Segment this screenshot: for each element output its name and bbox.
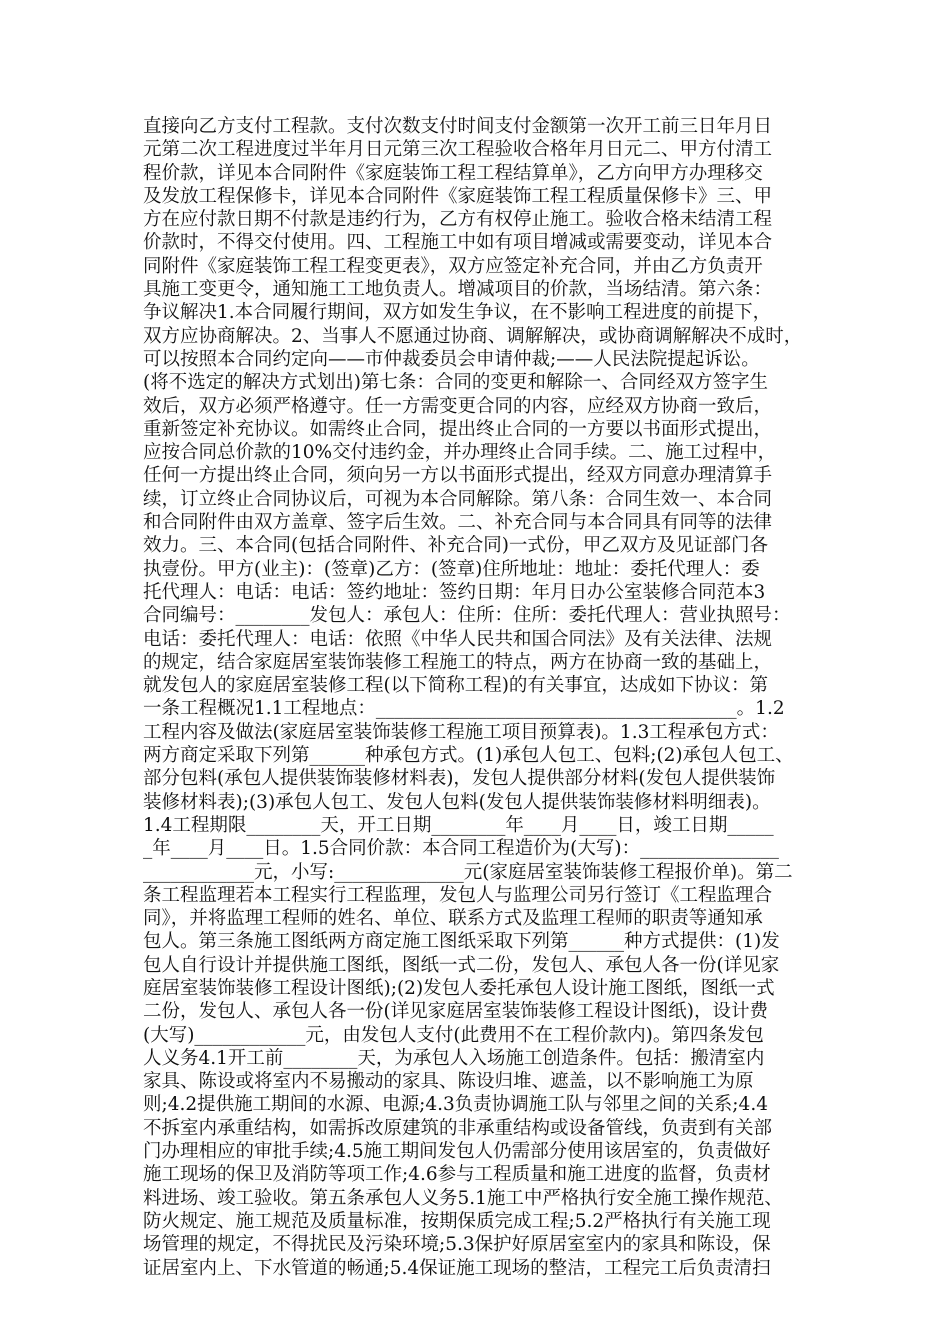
text-line: 装修材料表);(3)承包人包工、发包人包料(发包人提供装饰装修材料明细表)。 bbox=[143, 791, 771, 813]
text-line: 不拆室内承重结构，如需拆改原建筑的非承重结构或设备管线，负责到有关部 bbox=[143, 1117, 773, 1139]
text-line: 人义务4.1开工前________天，为承包人入场施工创造条件。包括：搬清室内 bbox=[143, 1047, 765, 1069]
text-line: 门办理相应的审批手续;4.5施工期间发包人仍需部分使用该居室的，负责做好 bbox=[143, 1141, 771, 1163]
text-line: 可以按照本合同约定向——市仲裁委员会申请仲裁;——人民法院提起诉讼。 bbox=[143, 348, 760, 370]
text-line: 应按合同总价款的10%交付违约金，并办理终止合同手续。二、施工过程中， bbox=[143, 442, 777, 464]
text-line: 1.4工程期限________天，开工日期________年____月____日，竣工日期_____ bbox=[143, 814, 774, 836]
contract-text-block bbox=[143, 115, 811, 1280]
text-line: 和合同附件由双方盖章、签字后生效。二、补充合同与本合同具有同等的法律 bbox=[143, 512, 773, 534]
text-line: 施工现场的保卫及消防等项工作;4.6参与工程质量和施工进度的监督，负责材 bbox=[143, 1164, 771, 1186]
text-line: 争议解决1.本合同履行期间，双方如发生争议，在不影响工程进度的前提下， bbox=[143, 302, 772, 324]
text-line: 二份，发包人、承包人各一份(详见家庭居室装饰装修工程设计图纸)，设计费 bbox=[143, 1001, 768, 1023]
text-line: 效后，双方必须严格遵守。任一方需变更合同的内容，应经双方协商一致后， bbox=[143, 395, 773, 417]
text-line: 部分包料(承包人提供装饰装修材料表)，发包人提供部分材料(发包人提供装饰 bbox=[143, 768, 776, 790]
text-line: 价款时，不得交付使用。四、工程施工中如有项目增减或需要变动，详见本合 bbox=[143, 232, 773, 254]
text-line: 工程内容及做法(家庭居室装饰装修工程施工项目预算表)。1.3工程承包方式： bbox=[143, 721, 779, 743]
text-line: 一条工程概况1.1工程地点：_______________________________________。1.2 bbox=[143, 698, 785, 720]
text-line: 家具、陈设或将室内不易搬动的家具、陈设归堆、遮盖，以不影响施工为原 bbox=[143, 1071, 754, 1093]
text-line: ____________元，小写:______________元(家庭居室装饰装修工程报价单)。第二 bbox=[143, 861, 793, 883]
text-line: 的规定，结合家庭居室装饰装修工程施工的特点，两方在协商一致的基础上， bbox=[143, 651, 773, 673]
text-line: 则;4.2提供施工期间的水源、电源;4.3负责协调施工队与邻里之间的关系;4.4 bbox=[143, 1094, 768, 1116]
text-line: 元第二次工程进度过半年月日元第三次工程验收合格年月日元二、甲方付清工 bbox=[143, 139, 773, 161]
text-line: 双方应协商解决。2、当事人不愿通过协商、调解解决，或协商调解解决不成时， bbox=[143, 325, 803, 347]
text-line: 就发包人的家庭居室装修工程(以下简称工程)的有关事宜，达成如下协议：第 bbox=[143, 675, 768, 697]
text-line: 方在应付款日期不付款是违约行为，乙方有权停止施工。验收合格未结清工程 bbox=[143, 209, 773, 231]
text-line: 料进场、竣工验收。第五条承包人义务5.1施工中严格执行安全施工操作规范、 bbox=[143, 1187, 783, 1209]
text-line: 庭居室装饰装修工程设计图纸);(2)发包人委托承包人设计施工图纸，图纸一式 bbox=[143, 977, 775, 999]
text-line: _年____月____日。1.5合同价款：本合同工程造价为(大写)：_______________ bbox=[143, 838, 779, 860]
text-line: 效力。三、本合同(包括合同附件、补充合同)一式份，甲乙双方及见证部门各 bbox=[143, 535, 768, 557]
text-line: 包人。第三条施工图纸两方商定施工图纸采取下列第______种方式提供：(1)发 bbox=[143, 931, 780, 953]
text-line: (大写)____________元，由发包人支付(此费用不在工程价款内)。第四条发包 bbox=[143, 1024, 764, 1046]
text-line: 电话：委托代理人：电话：依照《中华人民共和国合同法》及有关法律、法规 bbox=[143, 628, 773, 650]
text-line: 防火规定、施工规范及质量标准，按期保质完成工程;5.2严格执行有关施工现 bbox=[143, 1210, 771, 1232]
text-line: 具施工变更令，通知施工工地负责人。增减项目的价款，当场结清。第六条： bbox=[143, 279, 773, 301]
text-line: 合同编号：________发包人：承包人：住所：住所：委托代理人：营业执照号： bbox=[143, 605, 791, 627]
text-line: 重新签定补充协议。如需终止合同，提出终止合同的一方要以书面形式提出， bbox=[143, 418, 773, 440]
text-line: 执壹份。甲方(业主)：(签章)乙方：(签章)住所地址：地址：委托代理人：委 bbox=[143, 558, 760, 580]
text-line: (将不选定的解决方式划出)第七条：合同的变更和解除一、合同经双方签字生 bbox=[143, 372, 768, 394]
text-line: 同》，并将监理工程师的姓名、单位、联系方式及监理工程师的职责等通知承 bbox=[143, 908, 763, 930]
text-line: 直接向乙方支付工程款。支付次数支付时间支付金额第一次开工前三日年月日 bbox=[143, 116, 773, 137]
text-line: 条工程监理若本工程实行工程监理，发包人与监理公司另行签订《工程监理合 bbox=[143, 884, 773, 906]
text-line: 场管理的规定，不得扰民及污染环境;5.3保护好原居室室内的家具和陈设，保 bbox=[143, 1234, 771, 1256]
text-line: 托代理人：电话：电话：签约地址：签约日期：年月日办公室装修合同范本3 bbox=[143, 581, 766, 603]
text-line: 及发放工程保修卡，详见本合同附件《家庭装饰工程工程质量保修卡》三、甲 bbox=[143, 185, 773, 207]
text-line: 程价款，详见本合同附件《家庭装饰工程工程结算单》，乙方向甲方办理移交 bbox=[143, 162, 763, 184]
text-line: 两方商定采取下列第______种承包方式。(1)承包人包工、包料;(2)承包人包工、 bbox=[143, 745, 794, 767]
text-line: 续，订立终止合同协议后，可视为本合同解除。第八条：合同生效一、本合同 bbox=[143, 488, 773, 510]
text-line: 包人自行设计并提供施工图纸，图纸一式二份，发包人、承包人各一份(详见家 bbox=[143, 954, 780, 976]
text-line: 任何一方提出终止合同，须向另一方以书面形式提出，经双方同意办理清算手 bbox=[143, 465, 773, 487]
text-line: 同附件《家庭装饰工程工程变更表》，双方应签定补充合同，并由乙方负责开 bbox=[143, 255, 763, 277]
text-line: 证居室内上、下水管道的畅通;5.4保证施工现场的整洁，工程完工后负责清扫 bbox=[143, 1257, 771, 1279]
